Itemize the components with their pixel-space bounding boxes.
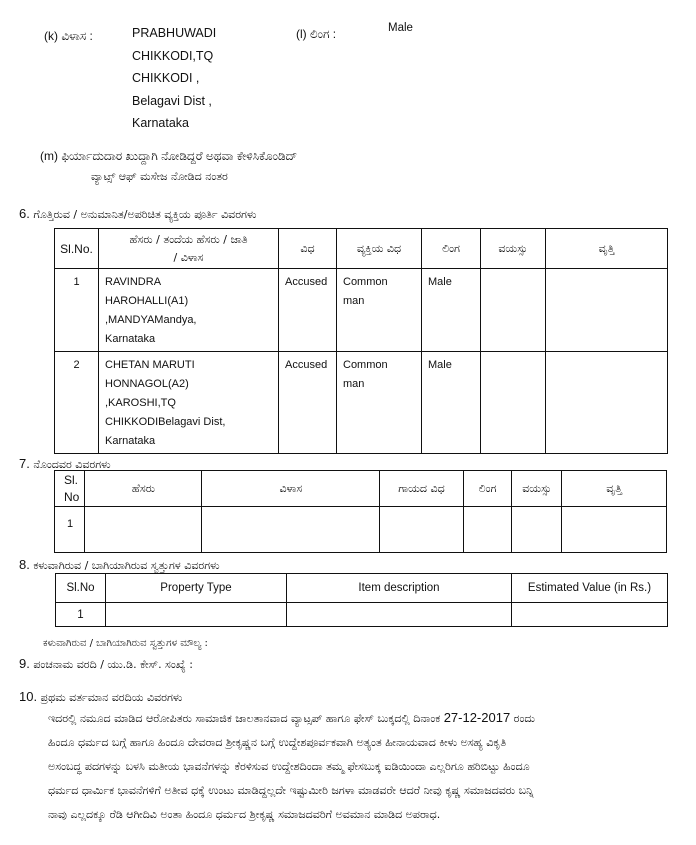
address-line: CHIKKODI , <box>132 71 200 85</box>
cell-type: Accused <box>285 359 328 371</box>
name-line: HONNAGOL(A2) <box>105 378 189 390</box>
cell-item-description <box>287 603 512 627</box>
cell-person-type <box>337 269 421 313</box>
header-line: / ವಿಳಾಸ <box>173 250 204 264</box>
section-number: 9. <box>19 656 30 671</box>
cell-sl: 1 <box>73 276 80 288</box>
section-6-title <box>19 206 256 222</box>
header-person-type: ವ್ಯಕ್ತಿಯ ವಿಧ <box>337 229 422 269</box>
cell-sl: 2 <box>73 359 80 371</box>
section-heading: ನೊಂದವರ ವಿವರಗಳು <box>33 458 111 471</box>
name-line: ,MANDYAMandya, <box>105 314 197 326</box>
section-heading: ಪಂಚನಾಮ ವರದಿ / ಯು.ಡಿ. ಕೇಸ್. ಸಂಖ್ಯೆ : <box>33 658 193 671</box>
name-line: Karnataka <box>105 333 156 345</box>
header-line: Sl. <box>64 472 79 487</box>
section-heading: ಗೊತ್ತಿರುವ / ಅನುಮಾನಿತ/ಅಪರಿಚಿತ ವ್ಯಕ್ತಿಯ ಪೂರ್ತಿ ವಿವರಗಳು <box>33 208 257 221</box>
cell-occupation <box>562 507 666 513</box>
cell-occupation <box>546 352 667 358</box>
header-address: ವಿಳಾಸ <box>202 471 380 507</box>
cell-name-address <box>99 269 278 351</box>
header-sl-no: Sl.No. <box>55 229 99 269</box>
header-name: ಹೆಸರು <box>85 471 202 507</box>
header-sl-no <box>55 471 85 507</box>
header-line: ಹೆಸರು / ತಂದೆಯ ಹೆಸರು / ಜಾತಿ <box>129 232 248 246</box>
header-item-description: Item description <box>287 574 512 603</box>
cell-address <box>202 507 379 513</box>
section-number: 10. <box>19 689 38 704</box>
cell-gender: Male <box>428 276 452 288</box>
cell-estimated-value <box>512 603 668 627</box>
header-occupation: ವೃತ್ತಿ <box>562 471 667 507</box>
property-table <box>55 573 668 627</box>
header-name <box>99 229 279 269</box>
person-type-line: Common <box>343 359 388 371</box>
witness-label: (m) ಫಿರ್ಯಾದುದಾರ ಖುದ್ದಾಗಿ ನೋಡಿದ್ದರೆ ಅಥವಾ ಕೇಳಿಸಿಕೊಂಡಿದ್ <box>40 149 298 163</box>
victims-table <box>54 470 667 553</box>
header-gender: ಲಿಂಗ <box>463 471 512 507</box>
header-gender: ಲಿಂಗ <box>422 229 481 269</box>
address-line: Belagavi Dist , <box>132 93 212 108</box>
name-line: RAVINDRA <box>105 276 162 288</box>
complainant-address <box>132 22 216 135</box>
cell-name <box>85 507 201 513</box>
table-row <box>55 269 668 352</box>
address-line: CHIKKODI,TQ <box>132 48 214 63</box>
cell-property-type <box>106 603 287 627</box>
cell-age <box>481 352 545 358</box>
cell-sl: 1 <box>56 603 106 627</box>
name-line: CHETAN MARUTI <box>105 359 195 371</box>
table-header-row <box>55 471 667 507</box>
section-heading: ಪ್ರಥಮ ವರ್ತಮಾನ ವರದಿಯ ವಿವರಗಳು <box>40 691 183 704</box>
property-value-label: ಕಳುವಾಗಿರುವ / ಬಾಗಿಯಾಗಿರುವ ಸ್ವತ್ತುಗಳ ಮೌಲ್ಯ : <box>43 638 208 649</box>
cell-injury-type <box>380 507 462 513</box>
table-row <box>55 507 667 553</box>
header-sl-no: Sl.No <box>56 574 106 603</box>
header-age: ವಯಸ್ಸು <box>481 229 546 269</box>
name-line: HAROHALLI(A1) <box>105 295 189 307</box>
person-type-line: Common <box>343 276 388 288</box>
cell-occupation <box>546 269 667 275</box>
paragraph-line: ಹಿಂದೂ ಧರ್ಮದ ಬಗ್ಗೆ ಹಾಗೂ ಹಿಂದೂ ದೇವರಾದ ಶ್ರೀಕೃಷ್ಣನ ಬಗ್ಗೆ ಉದ್ದೇಶಪೂರ್ವಕವಾಗಿ ಅತ್ಯಂತ ಹೀನಾಯವಾದ ಕೀಳು ಅಸಹ್ಯ ವಿಕೃತಿ <box>48 736 507 749</box>
paragraph-line: ಅಸಂಬದ್ಧ ಪದಗಳನ್ನು ಬಳಸಿ ಮತೀಯ ಭಾವನೆಗಳನ್ನು ಕೆರಳಿಸುವ ಉದ್ದೇಶದಿಂದಾ ತಮ್ಮ ಫೇಸಬುಕ್ಕ ಐಡಿಯಿಂದಾ ಎಲ್ಲರಿಗೂ ಹರಿಬಿಟ್ಟು ಹಿಂದೂ <box>48 760 530 773</box>
gender-value: Male <box>388 22 413 34</box>
fir-details-paragraph <box>48 706 688 827</box>
header-type: ವಿಧ <box>279 229 337 269</box>
cell-sl: 1 <box>67 518 74 530</box>
section-number: 7. <box>19 456 30 471</box>
header-occupation: ವೃತ್ತಿ <box>546 229 668 269</box>
cell-gender <box>464 507 512 513</box>
header-estimated-value: Estimated Value (in Rs.) <box>512 574 668 603</box>
paragraph-line: ಧರ್ಮದ ಧಾರ್ಮಿಕ ಭಾವನೆಗಳಿಗೆ ಅತೀವ ಧಕ್ಕೆ ಉಂಟು ಮಾಡಿದ್ದಲ್ಲದೇ ಇಷ್ಟುಮೀರಿ ಜಗಳಾ ಮಾಡವರೇ ಆದರೆ ನೀವು ಕೃಷ್ಣ ಸಮಾಜದವರು ಬನ್ನಿ <box>48 784 534 797</box>
person-type-line: man <box>343 378 365 390</box>
line-text: ಇದರಲ್ಲಿ ನಮೂದ ಮಾಡಿದ ಆರೋಪಿತರು ಸಾಮಾಜಿಕ ಜಾಲತಾನವಾದ ವ್ಯಾಟ್ಸಪ್ ಹಾಗೂ ಫೇಸ್ ಬುಕ್ಕದಲ್ಲಿ ದಿನಾಂಕ <box>48 712 444 725</box>
name-line: Karnataka <box>105 435 156 447</box>
section-9-title <box>19 656 193 672</box>
cell-type: Accused <box>285 276 328 288</box>
header-property-type: Property Type <box>106 574 287 603</box>
address-label: (k) ವಿಳಾಸ : <box>44 29 93 43</box>
witness-value: ವ್ಯಾಟ್ಸ್ ಆಫ್ ಮಸೇಜ ನೋಡಿದ ನಂತರ <box>91 170 228 183</box>
section-10-title <box>19 689 182 705</box>
paragraph-line: ನಾವು ಎಲ್ಲದಕ್ಕೂ ರೆಡಿ ಆಗೀದಿವಿ ಅಂತಾ ಹಿಂದೂ ಧರ್ಮದ ಶ್ರೀಕೃಷ್ಣ ಸಮಾಜದವರಿಗೆ ಅವಮಾನ ಮಾಡಿದ ಅಪರಾಧ. <box>48 808 441 821</box>
table-header-row <box>56 574 668 603</box>
section-number: 8. <box>19 557 30 572</box>
address-line: PRABHUWADI <box>132 26 217 40</box>
header-injury-type: ಗಾಯದ ವಿಧ <box>380 471 463 507</box>
cell-age <box>481 269 545 275</box>
cell-gender: Male <box>428 359 452 371</box>
address-line: Karnataka <box>132 116 189 130</box>
incident-date: 27-12-2017 <box>443 710 511 725</box>
person-type-line: man <box>343 295 365 307</box>
section-number: 6. <box>19 206 30 221</box>
section-8-title <box>19 557 220 573</box>
cell-age <box>512 507 561 513</box>
gender-label: (l) ಲಿಂಗ : <box>296 27 337 41</box>
cell-person-type <box>337 352 421 396</box>
section-heading: ಕಳುವಾಗಿರುವ / ಬಾಗಿಯಾಗಿರುವ ಸ್ವತ್ತುಗಳ ವಿವರಗಳು <box>33 559 220 572</box>
name-line: ,KAROSHI,TQ <box>105 397 176 409</box>
table-row <box>55 352 668 454</box>
paragraph-line <box>48 706 688 731</box>
header-line: No <box>64 489 80 504</box>
table-header-row <box>55 229 668 269</box>
accused-table <box>54 228 668 454</box>
table-row <box>56 603 668 627</box>
cell-name-address <box>99 352 278 453</box>
header-age: ವಯಸ್ಸು <box>512 471 562 507</box>
name-line: CHIKKODIBelagavi Dist, <box>105 416 226 428</box>
line-text: ರಂದು <box>510 712 535 725</box>
